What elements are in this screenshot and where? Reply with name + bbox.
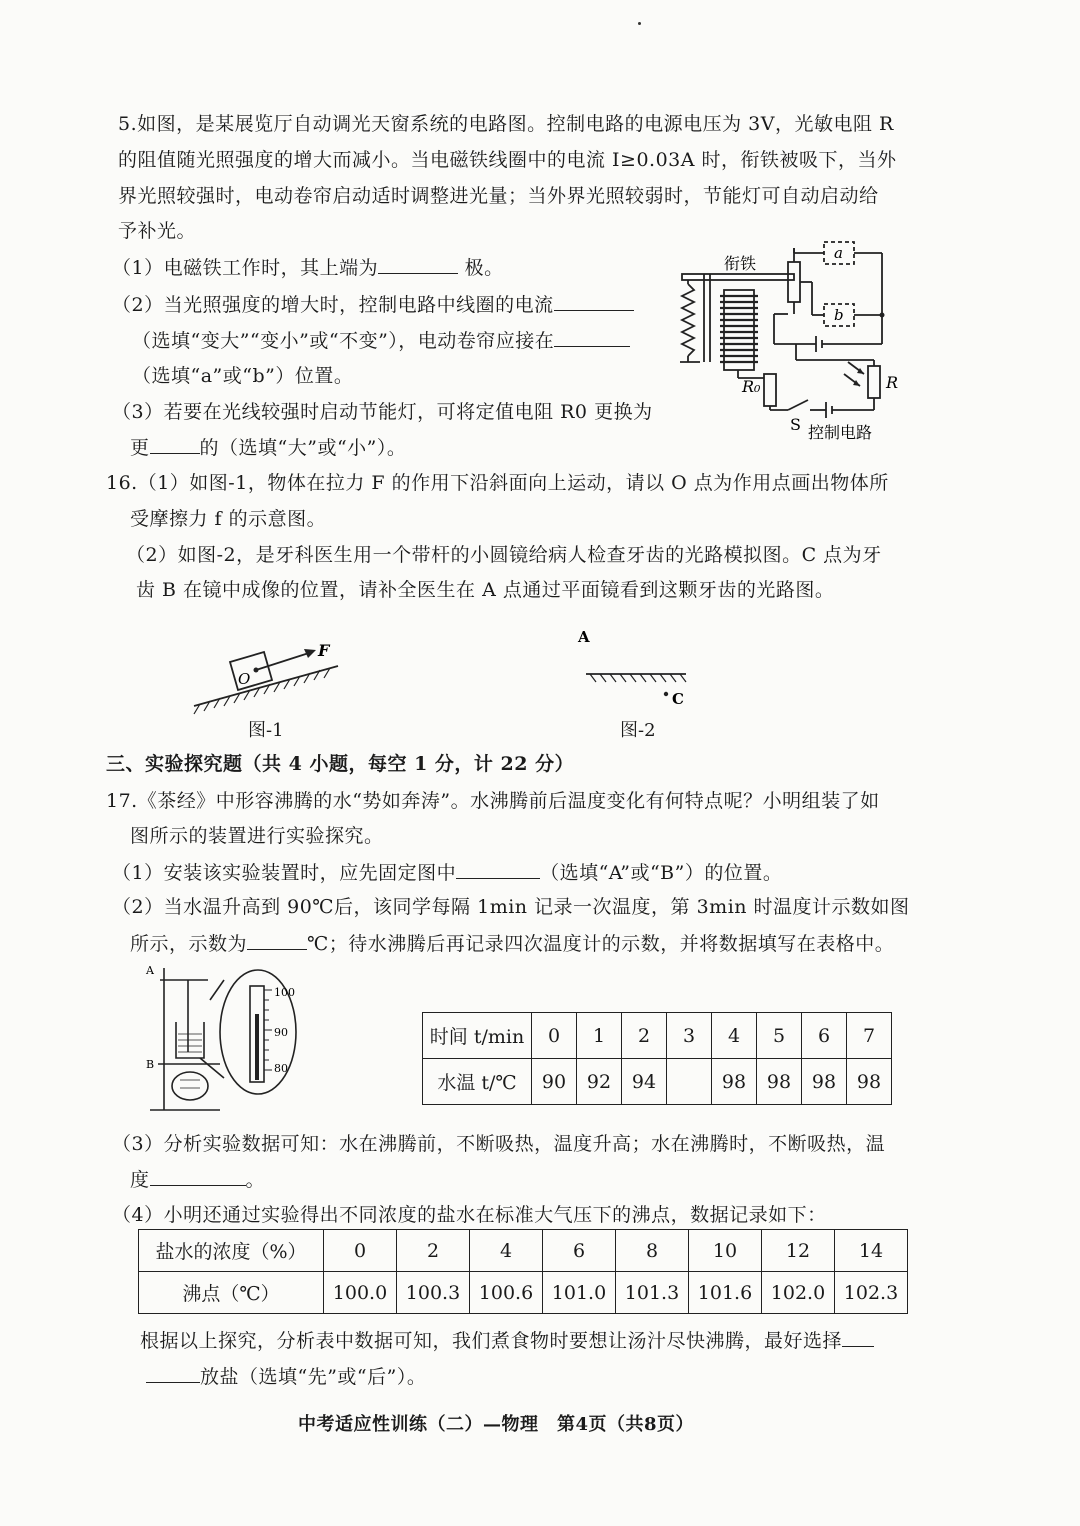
section-heading: 三、实验探究题（共 4 小题，每空 1 分，计 22 分）: [106, 753, 575, 775]
q17-part2: （2）当水温升高到 90℃后，该同学每隔 1min 记录一次温度，第 3min 时温度计示数如图: [112, 896, 910, 918]
table-cell: 0: [324, 1230, 397, 1272]
table-row: [139, 1230, 908, 1272]
answer-blank-thermometer[interactable]: [247, 931, 307, 950]
table-cell: 12: [762, 1230, 835, 1272]
q15-part3-post: 的（选填“大”或“小”）。: [199, 437, 407, 459]
point-o-label: O: [238, 670, 251, 688]
q16-line2: 受摩擦力 f 的示意图。: [130, 508, 327, 530]
table-cell: 3: [667, 1013, 712, 1059]
table-cell: 101.3: [616, 1272, 689, 1314]
table-cell: 1: [577, 1013, 622, 1059]
circuit-label-b: b: [834, 306, 844, 324]
q16-line4: 齿 B 在镜中成像的位置，请补全医生在 A 点通过平面镜看到这颗牙齿的光路图。: [136, 579, 835, 601]
q15-part1-suffix: 极。: [464, 257, 504, 279]
table-cell: 102.3: [835, 1272, 908, 1314]
q15-line1: 5.如图，是某展览厅自动调光天窗系统的电路图。控制电路的电源电压为 3V，光敏电阻 R: [118, 113, 894, 135]
table-cell-blank[interactable]: [667, 1059, 712, 1105]
answer-blank-fix-first[interactable]: [456, 860, 540, 879]
q17-part3-post: 。: [245, 1169, 266, 1191]
q17-conclusion: [140, 1328, 874, 1353]
table-row: [139, 1272, 908, 1314]
q17-part3-pre: 度: [130, 1169, 150, 1191]
q17-line2: 图所示的装置进行实验探究。: [130, 825, 384, 847]
circuit-label-switch: S: [790, 415, 801, 434]
temperature-table: [422, 1012, 892, 1105]
table-cell: 98: [712, 1059, 757, 1105]
thermometer-100: 100: [274, 986, 295, 999]
table-cell: 0: [532, 1013, 577, 1059]
table-cell: 4: [470, 1230, 543, 1272]
q15-part2-line3: （选填“a”或“b”）位置。: [132, 365, 354, 387]
table-header-boiling-point: 沸点（℃）: [139, 1272, 324, 1314]
table-cell: 100.3: [397, 1272, 470, 1314]
apparatus-label-b: B: [146, 1058, 155, 1071]
figure-incline: [186, 628, 346, 724]
q15-part3: （3）若要在光线较强时启动节能灯，可将定值电阻 R0 更换为: [112, 401, 653, 423]
q17-conclusion-line2: [146, 1364, 426, 1389]
table-cell: 100.6: [470, 1272, 543, 1314]
table-cell: 4: [712, 1013, 757, 1059]
q15-part2-text2: （选填“变大”“变小”或“不变”），电动卷帘应接在: [132, 330, 555, 352]
q17-part2-post: ℃；待水沸腾后再记录四次温度计的示数，并将数据填写在表格中。: [307, 933, 895, 955]
q17-part4: （4）小明还通过实验得出不同浓度的盐水在标准大气压下的沸点，数据记录如下：: [112, 1204, 827, 1226]
table-cell: 7: [847, 1013, 892, 1059]
table-cell: 94: [622, 1059, 667, 1105]
answer-blank-position[interactable]: [554, 328, 630, 347]
q17-part2-pre: 所示，示数为: [130, 933, 248, 955]
circuit-label-armature: 衔铁: [724, 254, 757, 273]
answer-blank-boiling-temp[interactable]: [150, 1167, 246, 1186]
table-cell: 6: [802, 1013, 847, 1059]
q15-line2: 的阻值随光照强度的增大而减小。当电磁铁线圈中的电流 I≥0.03A 时，衔铁被吸下，当外: [118, 149, 897, 171]
point-c-label: C: [672, 690, 684, 708]
table-cell: 98: [757, 1059, 802, 1105]
salt-water-table: [138, 1229, 908, 1314]
table-cell: 102.0: [762, 1272, 835, 1314]
q17-part1-text: （1）安装该实验装置时，应先固定图中: [112, 862, 457, 884]
circuit-label-r: R: [886, 373, 899, 392]
q16-line1: 16.（1）如图-1，物体在拉力 F 的作用下沿斜面向上运动，请以 O 点为作用点画出物体所: [106, 472, 889, 494]
table-cell: 92: [577, 1059, 622, 1105]
answer-blank-salt-part2[interactable]: [146, 1364, 200, 1383]
q17-part1-suffix: （选填“A”或“B”）的位置。: [540, 862, 783, 884]
table-cell: 10: [689, 1230, 762, 1272]
figure-1-caption: 图-1: [248, 720, 284, 741]
table-header-temp: 水温 t/℃: [423, 1059, 532, 1105]
table-cell: 101.0: [543, 1272, 616, 1314]
q16-line3: （2）如图-2，是牙科医生用一个带杆的小圆镜给病人检查牙齿的光路模拟图。C 点为牙: [126, 544, 882, 566]
table-cell: 90: [532, 1059, 577, 1105]
q17-conclusion-suffix: 放盐（选填“先”或“后”）。: [200, 1366, 427, 1388]
figure-mirror: [570, 624, 700, 712]
table-cell: 98: [802, 1059, 847, 1105]
circuit-label-a: a: [834, 244, 843, 262]
apparatus-label-a: A: [146, 964, 154, 977]
q17-part3: （3）分析实验数据可知：水在沸腾前，不断吸热，温度升高；水在沸腾时，不断吸热，温: [112, 1133, 886, 1155]
q17-part2-line2: [130, 931, 894, 956]
thermometer-90: 90: [274, 1026, 288, 1039]
table-cell: 101.6: [689, 1272, 762, 1314]
table-cell: 8: [616, 1230, 689, 1272]
q15-part1: [112, 255, 504, 280]
page-footer: 中考适应性训练（二）—物理 第4页（共8页）: [298, 1414, 695, 1435]
table-cell: 5: [757, 1013, 802, 1059]
table-cell: 98: [847, 1059, 892, 1105]
table-cell: 2: [397, 1230, 470, 1272]
q15-part2-line2: [132, 328, 630, 353]
figure-2-caption: 图-2: [620, 720, 656, 741]
q15-part1-text: （1）电磁铁工作时，其上端为: [112, 257, 379, 279]
q17-part1: [112, 860, 782, 885]
q15-part3-pre: 更: [130, 437, 150, 459]
table-header-time: 时间 t/min: [423, 1013, 532, 1059]
boiling-apparatus-figure: [140, 960, 300, 1120]
q15-line4: 予补光。: [118, 220, 197, 242]
scan-speck: [638, 22, 641, 25]
table-header-concentration: 盐水的浓度（%）: [139, 1230, 324, 1272]
q15-line3: 界光照较强时，电动卷帘启动适时调整进光量；当外界光照较弱时，节能灯可自动启动给: [118, 185, 879, 207]
table-cell: 100.0: [324, 1272, 397, 1314]
q17-line1: 17.《茶经》中形容沸腾的水“势如奔涛”。水沸腾前后温度变化有何特点呢？小明组装了如: [106, 790, 880, 812]
table-row: [423, 1059, 892, 1105]
circuit-label-control: 控制电路: [808, 423, 873, 442]
circuit-label-r0: R₀: [742, 377, 761, 396]
table-row: [423, 1013, 892, 1059]
table-cell: 6: [543, 1230, 616, 1272]
answer-blank-current[interactable]: [554, 292, 634, 311]
answer-blank-pole[interactable]: [378, 255, 458, 274]
answer-blank-salt-part1[interactable]: [842, 1328, 874, 1347]
table-cell: 2: [622, 1013, 667, 1059]
q17-conclusion-text: 根据以上探究，分析表中数据可知，我们煮食物时要想让汤汁尽快沸腾，最好选择: [140, 1330, 843, 1352]
circuit-diagram: [676, 234, 916, 446]
q17-part3-line2: [130, 1167, 265, 1192]
table-cell: 14: [835, 1230, 908, 1272]
q15-part2-text: （2）当光照强度的增大时，控制电路中线圈的电流: [112, 294, 554, 316]
q15-part2: [112, 292, 634, 317]
thermometer-80: 80: [274, 1062, 288, 1075]
force-label: F: [318, 641, 330, 660]
q15-part3-line2: [130, 435, 406, 460]
answer-blank-resistor[interactable]: [150, 435, 200, 454]
point-a-label: A: [578, 628, 590, 646]
